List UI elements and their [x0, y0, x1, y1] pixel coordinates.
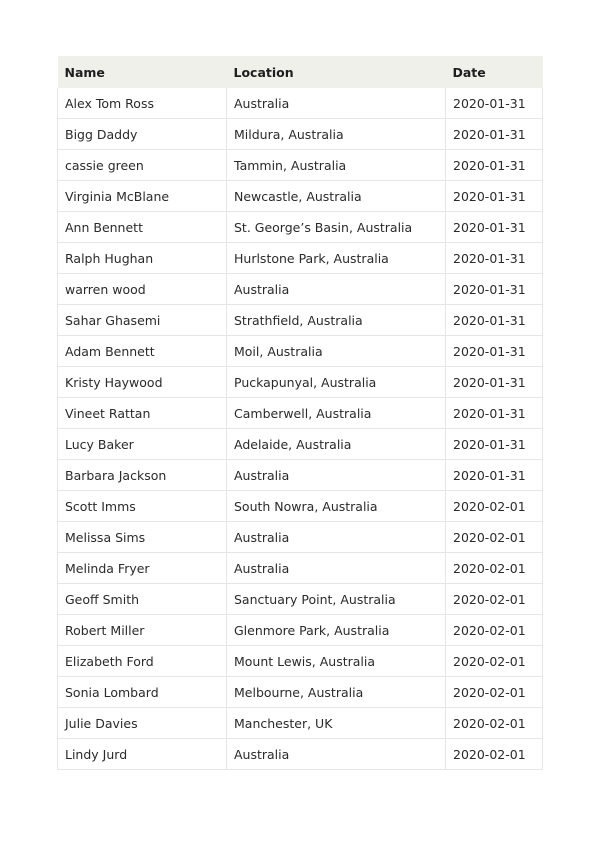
date-cell: 2020-02-01	[446, 584, 543, 615]
date-cell: 2020-01-31	[446, 429, 543, 460]
location-cell: Australia	[227, 522, 446, 553]
date-cell: 2020-01-31	[446, 367, 543, 398]
table-row	[58, 460, 543, 491]
date-cell: 2020-01-31	[446, 305, 543, 336]
location-cell: Glenmore Park, Australia	[227, 615, 446, 646]
name-cell: Elizabeth Ford	[58, 646, 227, 677]
name-cell: Robert Miller	[58, 615, 227, 646]
table-row	[58, 181, 543, 212]
date-cell: 2020-01-31	[446, 460, 543, 491]
location-cell: Australia	[227, 460, 446, 491]
name-cell: Ann Bennett	[58, 212, 227, 243]
table-row	[58, 708, 543, 739]
date-cell: 2020-02-01	[446, 739, 543, 770]
table-row	[58, 305, 543, 336]
column-header-location: Location	[227, 56, 446, 88]
table-row	[58, 584, 543, 615]
name-cell: Adam Bennett	[58, 336, 227, 367]
location-cell: Tammin, Australia	[227, 150, 446, 181]
name-cell: Sahar Ghasemi	[58, 305, 227, 336]
date-cell: 2020-01-31	[446, 243, 543, 274]
location-cell: Moil, Australia	[227, 336, 446, 367]
location-cell: Melbourne, Australia	[227, 677, 446, 708]
date-cell: 2020-01-31	[446, 274, 543, 305]
table-row	[58, 553, 543, 584]
date-cell: 2020-02-01	[446, 615, 543, 646]
location-cell: Mount Lewis, Australia	[227, 646, 446, 677]
date-cell: 2020-01-31	[446, 119, 543, 150]
table-row	[58, 367, 543, 398]
date-cell: 2020-01-31	[446, 88, 543, 119]
table-row	[58, 522, 543, 553]
table-row	[58, 739, 543, 770]
table-row	[58, 150, 543, 181]
name-cell: Lindy Jurd	[58, 739, 227, 770]
date-cell: 2020-02-01	[446, 522, 543, 553]
location-cell: Adelaide, Australia	[227, 429, 446, 460]
location-cell: Strathfield, Australia	[227, 305, 446, 336]
table-row	[58, 88, 543, 119]
table-row	[58, 491, 543, 522]
date-cell: 2020-01-31	[446, 398, 543, 429]
date-cell: 2020-01-31	[446, 336, 543, 367]
table-row	[58, 336, 543, 367]
column-header-name: Name	[58, 56, 227, 88]
location-cell: Camberwell, Australia	[227, 398, 446, 429]
table-row	[58, 212, 543, 243]
name-cell: Lucy Baker	[58, 429, 227, 460]
table-row	[58, 429, 543, 460]
signatures-table	[57, 56, 543, 770]
name-cell: cassie green	[58, 150, 227, 181]
name-cell: Melinda Fryer	[58, 553, 227, 584]
location-cell: Manchester, UK	[227, 708, 446, 739]
name-cell: Bigg Daddy	[58, 119, 227, 150]
name-cell: Alex Tom Ross	[58, 88, 227, 119]
location-cell: Puckapunyal, Australia	[227, 367, 446, 398]
table-row	[58, 119, 543, 150]
date-cell: 2020-02-01	[446, 646, 543, 677]
name-cell: Kristy Haywood	[58, 367, 227, 398]
location-cell: Mildura, Australia	[227, 119, 446, 150]
location-cell: Australia	[227, 88, 446, 119]
date-cell: 2020-01-31	[446, 181, 543, 212]
table-row	[58, 274, 543, 305]
name-cell: Vineet Rattan	[58, 398, 227, 429]
table-row	[58, 243, 543, 274]
name-cell: Geoff Smith	[58, 584, 227, 615]
location-cell: Australia	[227, 553, 446, 584]
table-body	[58, 88, 543, 770]
date-cell: 2020-01-31	[446, 212, 543, 243]
date-cell: 2020-02-01	[446, 491, 543, 522]
name-cell: Melissa Sims	[58, 522, 227, 553]
name-cell: Barbara Jackson	[58, 460, 227, 491]
table-row	[58, 677, 543, 708]
name-cell: Virginia McBlane	[58, 181, 227, 212]
table-header-row	[58, 56, 543, 88]
name-cell: Scott Imms	[58, 491, 227, 522]
table-row	[58, 646, 543, 677]
name-cell: Ralph Hughan	[58, 243, 227, 274]
name-cell: warren wood	[58, 274, 227, 305]
location-cell: Sanctuary Point, Australia	[227, 584, 446, 615]
location-cell: Australia	[227, 739, 446, 770]
signatures-table-container	[57, 56, 542, 770]
date-cell: 2020-02-01	[446, 677, 543, 708]
date-cell: 2020-02-01	[446, 708, 543, 739]
table-row	[58, 615, 543, 646]
name-cell: Julie Davies	[58, 708, 227, 739]
location-cell: Newcastle, Australia	[227, 181, 446, 212]
date-cell: 2020-01-31	[446, 150, 543, 181]
name-cell: Sonia Lombard	[58, 677, 227, 708]
column-header-date: Date	[446, 56, 543, 88]
location-cell: St. George’s Basin, Australia	[227, 212, 446, 243]
location-cell: Australia	[227, 274, 446, 305]
location-cell: Hurlstone Park, Australia	[227, 243, 446, 274]
location-cell: South Nowra, Australia	[227, 491, 446, 522]
date-cell: 2020-02-01	[446, 553, 543, 584]
table-row	[58, 398, 543, 429]
